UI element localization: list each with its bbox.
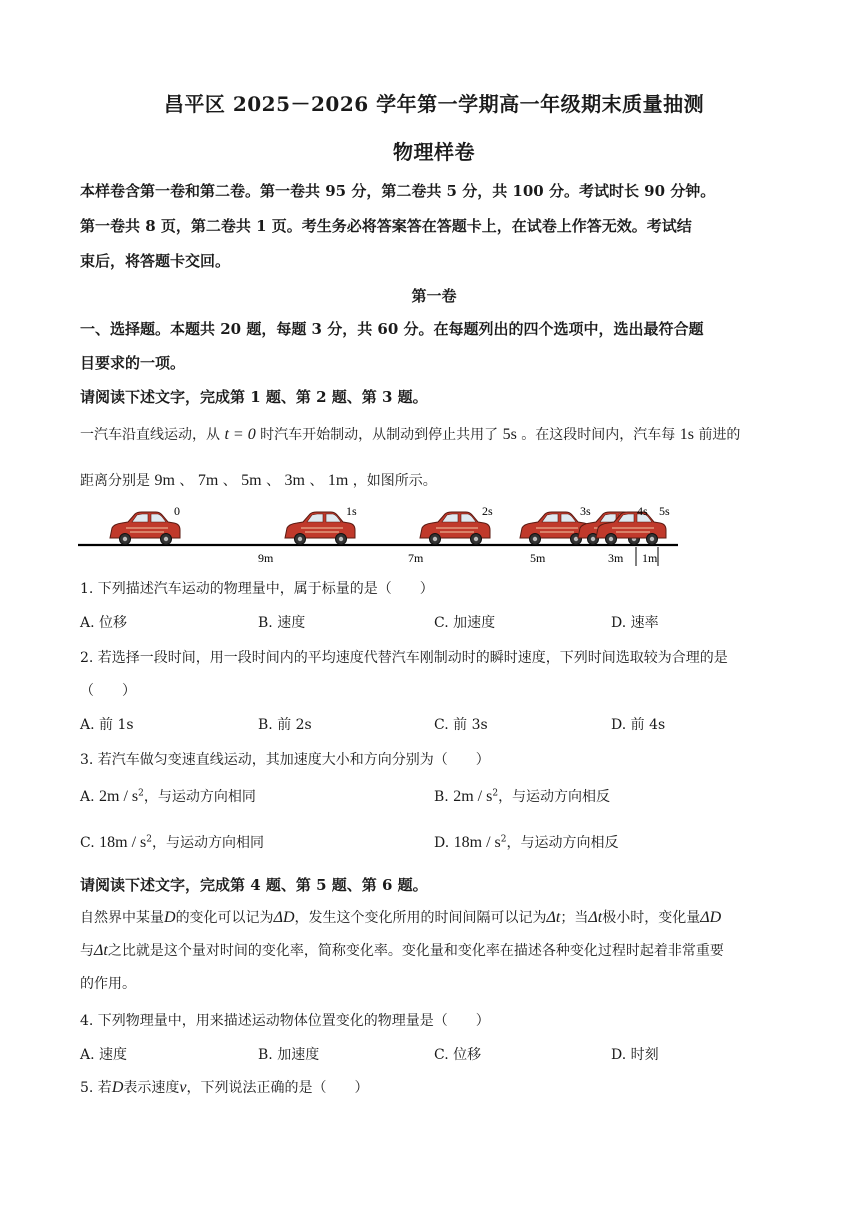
text-fragment: 一汽车沿直线运动，从 [80,427,220,443]
exponent: 2 [146,834,152,845]
reading2-paragraph-line-1 [80,907,721,927]
math-delta-D: ΔD [700,909,722,926]
option-text: ，与运动方向相同 [143,789,256,805]
q4-option-a: A. 速度 [80,1047,128,1063]
math-delta-t: Δt [94,942,108,959]
math-distance: 7m [197,472,219,489]
car-at-2s [420,512,490,545]
q1-option-d: D. 速率 [611,615,659,631]
text-fragment: 与 [80,943,94,959]
intro-line-2: 第一卷共 8 页，第二卷共 1 页。考生务必将答案答在答题卡上，在试卷上作答无效。考试结 [80,217,692,235]
q1-option-b: B. 速度 [258,615,306,631]
distance-label: 3m [608,551,624,565]
q4-option-d: D. 时刻 [611,1047,659,1063]
separator: 、 [266,473,281,489]
text-fragment: 。在这段时间内，汽车每 [521,427,676,443]
q3-stem: 3. 若汽车做匀变速直线运动，其加速度大小和方向分别为（ ） [80,752,490,768]
q1-stem: 1. 下列描述汽车运动的物理量中，属于标量的是（ ） [80,581,434,597]
math-v: v [179,1079,187,1096]
text-fragment: ；当 [560,910,589,926]
text-fragment: 自然界中某量 [80,910,164,926]
math-delta-t: Δt [546,909,561,926]
q5-stem [80,1077,368,1097]
q3-option-b [434,786,610,806]
option-text: ，与运动方向相同 [151,835,264,851]
text-fragment: ，下列说法正确的是（ ） [186,1080,369,1096]
separator: 、 [309,473,324,489]
intro-line-3: 束后，将答题卡交回。 [80,252,231,270]
exponent: 2 [492,788,499,799]
acceleration-value: 2m / s [99,788,139,805]
intro-line-1: 本样卷含第一卷和第二卷。第一卷共 95 分，第二卷共 5 分，共 100 分。考试时长 90 分钟。 [80,182,716,200]
math-interval: 1s [679,426,694,443]
q3-option-a [80,786,256,806]
math-D: D [111,1079,124,1096]
text-fragment: 极小时，变化量 [602,910,701,926]
math-D: D [164,909,176,926]
acceleration-value: 2m / s [453,788,493,805]
q4-option-c: C. 位移 [434,1047,482,1063]
time-label: 3s [580,504,591,518]
math-delta-t: Δt [588,909,603,926]
text-fragment: ，发生这个变化所用的时间间隔可以记为 [294,910,547,926]
reading2-paragraph-line-3: 的作用。 [80,976,136,992]
distance-label: 5m [530,551,546,565]
time-label: 2s [482,504,493,518]
q4-stem: 4. 下列物理量中，用来描述运动物体位置变化的物理量是（ ） [80,1013,490,1029]
time-label: 4s [637,504,648,518]
math-distance: 1m [327,472,349,489]
part1-instructions-line-2: 目要求的一项。 [80,354,186,372]
math-t0: t = 0 [224,426,256,443]
distance-label: 7m [408,551,424,565]
q2-stem-blank: （ ） [80,683,136,699]
time-label: 0 [174,504,180,518]
math-total-time: 5s [502,426,517,443]
q1-option-a: A. 位移 [80,615,128,631]
math-distance: 5m [241,472,262,489]
text-fragment: 之比就是这个量对时间的变化率，简称变化率。变化量和变化率在描述各种变化过程时起着非常重要 [107,943,724,959]
text-fragment: 距离分别是 [80,473,150,489]
exam-subtitle: 物理样卷 [393,140,475,164]
car-at-1s [285,512,355,545]
text-fragment: 时汽车开始制动，从制动到停止共用了 [260,427,499,443]
option-text: ，与运动方向相反 [498,789,611,805]
exponent: 2 [138,788,144,799]
option-letter: B. [434,789,449,805]
section-name: 第一卷 [411,287,457,305]
option-text: ，与运动方向相反 [506,835,619,851]
braking-car-figure [78,500,688,572]
option-letter: D. [434,835,450,851]
time-label: 1s [346,504,357,518]
separator: 、 [179,473,194,489]
q1-option-c: C. 加速度 [434,615,496,631]
math-distance: 3m [284,472,305,489]
exponent: 2 [500,834,507,845]
option-letter: C. [80,835,95,851]
acceleration-value: 18m / s [453,834,501,851]
acceleration-value: 18m / s [99,834,147,851]
math-delta-D: ΔD [273,909,295,926]
q2-option-b: B. 前 2s [258,717,312,733]
reading2-paragraph-line-2 [80,940,724,960]
text-fragment: 表示速度 [123,1080,180,1096]
q2-option-a: A. 前 1s [80,717,134,733]
reading1-paragraph-line-2 [80,470,437,490]
exam-title: 昌平区 2025－2026 学年第一学期高一年级期末质量抽测 [163,92,705,116]
q4-option-b: B. 加速度 [258,1047,320,1063]
text-fragment: 前进的 [698,427,741,443]
reading2-heading: 请阅读下述文字，完成第 4 题、第 5 题、第 6 题。 [80,876,428,894]
distance-label: 9m [258,551,274,565]
math-distance: 9m [154,472,175,489]
text-fragment: ，如图所示。 [352,473,437,489]
text-fragment: 5. 若 [80,1080,112,1096]
reading1-paragraph-line-1 [80,424,740,444]
time-label: 5s [659,504,670,518]
distance-label: 1m [642,551,658,565]
q3-option-d [434,832,619,852]
q2-option-c: C. 前 3s [434,717,488,733]
car-at-0s [110,512,180,545]
q2-option-d: D. 前 4s [611,717,666,733]
text-fragment: 的变化可以记为 [175,910,274,926]
q2-stem: 2. 若选择一段时间，用一段时间内的平均速度代替汽车刚制动时的瞬时速度，下列时间选取较为合理的是 [80,650,728,666]
reading1-heading: 请阅读下述文字，完成第 1 题、第 2 题、第 3 题。 [80,388,428,406]
part1-instructions-line-1: 一、选择题。本题共 20 题，每题 3 分，共 60 分。在每题列出的四个选项中，选出最符合题 [80,320,704,338]
option-letter: A. [80,789,95,805]
separator: 、 [222,473,237,489]
q3-option-c [80,832,264,852]
